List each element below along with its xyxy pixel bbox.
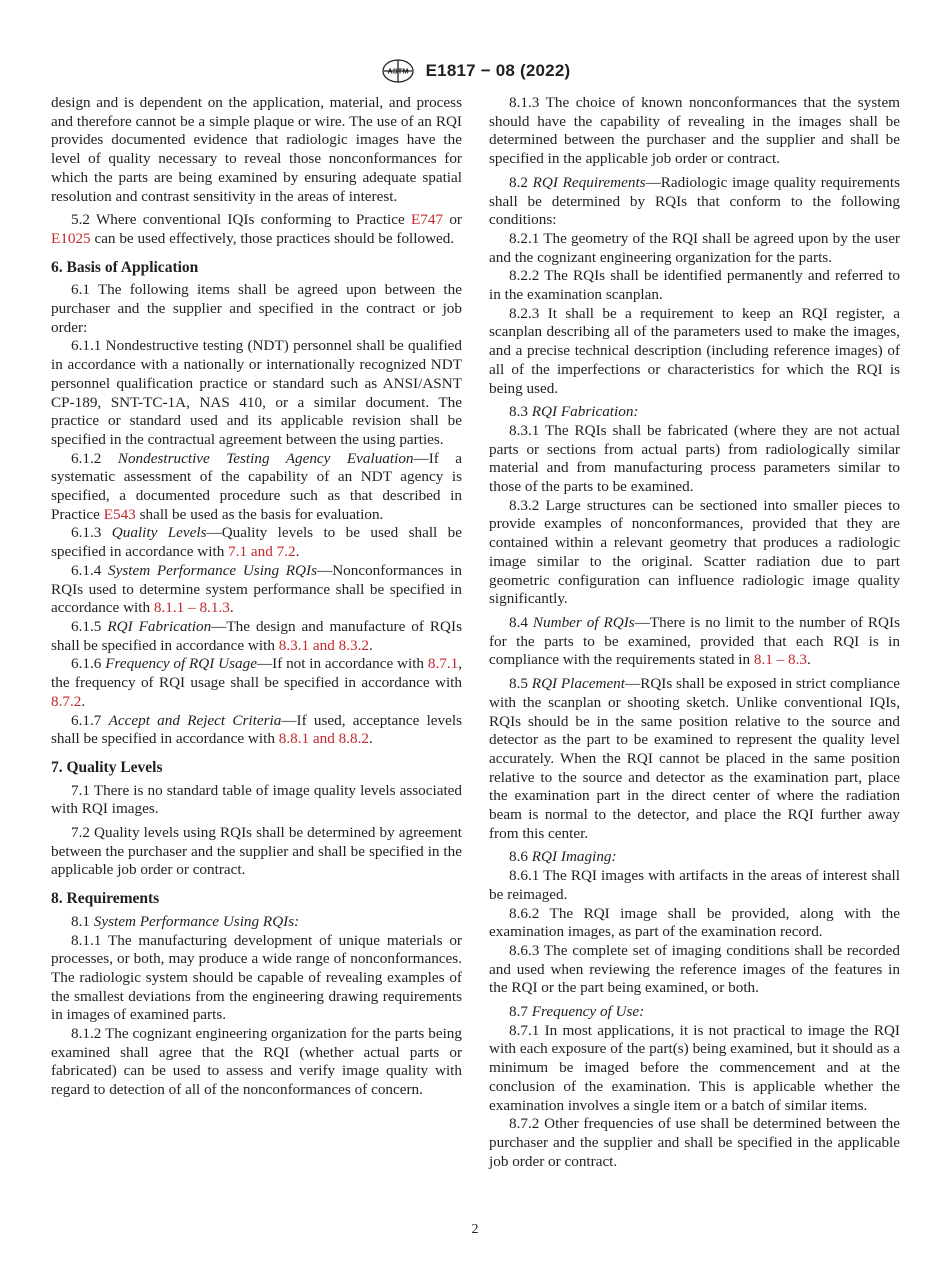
paragraph-6-1-5: 6.1.5 RQI Fabrication—The design and manufacture of RQIs shall be specified in accordance with 8.3.1 and 8.3.2.	[51, 617, 462, 654]
paragraph-8-2: 8.2 RQI Requirements—Radiologic image quality requirements shall be determined by RQIs that conform to the following conditions:	[489, 173, 900, 229]
paragraph-8-4: 8.4 Number of RQIs—There is no limit to the number of RQIs for the parts to be examined, provided that each RQI is in compliance with the requirements stated in 8.1 – 8.3.	[489, 613, 900, 669]
section-7-heading: 7. Quality Levels	[51, 758, 163, 776]
paragraph-6-1-1: 6.1.1 Nondestructive testing (NDT) personnel shall be qualified in accordance with a nationally or internationally recognized NDT personnel qualification practice or standard such as ANSI/ASNT CP-189, SNT-TC-1A, NAS 410, or a similar document. The practice or standard used and its applicable revision shall be specified in the contractual agreement between the using parties.	[51, 337, 462, 448]
paragraph-7-1: 7.1 There is no standard table of image quality levels associated with RQI images.	[51, 781, 462, 818]
paragraph-8-6: 8.6 RQI Imaging:	[509, 848, 617, 866]
section-8-heading: 8. Requirements	[51, 890, 160, 908]
paragraph-6-1-6: 6.1.6 Frequency of RQI Usage—If not in accordance with 8.7.1, the frequency of RQI usage shall be specified in accordance with 8.7.2.	[51, 655, 463, 710]
paragraph-8-6-3: 8.6.3 The complete set of imaging conditions shall be recorded and used when reviewing the reference images of the features in the RQI or the part being examined, or both.	[489, 941, 900, 997]
paragraph-8-1-1: 8.1.1 The manufacturing development of unique materials or processes, or both, may produce a wide range of nonconformances. The radiologic system should be capable of revealing examples of the smallest deviations from the engineering drawing requirements in images of examined parts.	[51, 931, 462, 1024]
paragraph-6-1-2: 6.1.2 Nondestructive Testing Agency Evaluation—If a systematic assessment of the capability of an NDT agency is specified, a documented procedure such as that described in Practice E543 shall be used as the basis for evaluation.	[51, 449, 463, 523]
paragraph-6-1-7: 6.1.7 Accept and Reject Criteria—If used, acceptance levels shall be specified in accordance with 8.8.1 and 8.8.2.	[51, 711, 463, 748]
paragraph-8-5: 8.5 RQI Placement—RQIs shall be exposed in strict compliance with the scanplan or shooting sketch. Unlike conventional IQIs, RQIs should be in the same position relative to the source and detector as the part to be examined to represent the quality level accurately. When the RQI cannot be placed in the same position relative to the source and detector as the examination part, place the examination part in the direct center of where the radiation beam is normal to the detector, and place the RQI further away from this center.	[489, 675, 901, 842]
paragraph-7-2: 7.2 Quality levels using RQIs shall be determined by agreement between the purchaser and the supplier and shall be specified in the applicable job order or contract.	[51, 824, 462, 879]
paragraph-8-2-3: 8.2.3 It shall be a requirement to keep an RQI register, a scanplan describing all of the parameters used to make the images, and a precise technical description (including reference images) of all of the imperfections or characteristics for which the RQI is being used.	[489, 304, 900, 397]
paragraph-8-7-2: 8.7.2 Other frequencies of use shall be determined between the purchaser and the supplier and shall be specified in the applicable job order or contract.	[489, 1115, 900, 1170]
page-number: 2	[471, 1222, 479, 1237]
astm-logo-icon	[380, 58, 416, 84]
link-8-7-2[interactable]: 8.7.2	[51, 692, 82, 710]
link-7-1-7-2[interactable]: 7.1 and 7.2	[228, 543, 296, 561]
paragraph-6-1: 6.1 The following items shall be agreed upon between the purchaser and the supplier and specified in the contract or job order:	[51, 281, 462, 336]
right-column	[489, 94, 900, 1171]
paragraph-8-1: 8.1 System Performance Using RQIs:	[71, 912, 300, 930]
paragraph-6-1-4: 6.1.4 System Performance Using RQIs—Nonconformances in RQIs used to determine system performance shall be specified in accordance with 8.1.1 – 8.1.3.	[51, 561, 462, 617]
link-8-1-1-8-1-3[interactable]: 8.1.1 – 8.1.3	[153, 599, 230, 617]
link-e747[interactable]: E747	[411, 211, 444, 229]
paragraph-8-7-1: 8.7.1 In most applications, it is not practical to image the RQI with each exposure of the part(s) being examined, but it should as a minimum be imaged before the commencement and at the conclusion of the examination. This is applicable whether the examination involves a single item or a batch of similar items.	[489, 1021, 900, 1114]
paragraph-8-7: 8.7 Frequency of Use:	[509, 1003, 645, 1021]
link-e1025[interactable]: E1025	[51, 229, 91, 247]
page-header	[0, 56, 950, 86]
paragraph-6-1-3: 6.1.3 Quality Levels—Quality levels to be used shall be specified in accordance with 7.1 and 7.2.	[51, 524, 462, 561]
paragraph-8-1-3: 8.1.3 The choice of known nonconformances that the system should have the capability of revealing in the images shall be determined between the purchaser and the supplier and shall be specified in the applicable job order or contract.	[489, 94, 900, 168]
svg-text:ASTM: ASTM	[387, 66, 409, 76]
paragraph-8-2-1: 8.2.1 The geometry of the RQI shall be agreed upon by the user and the cognizant engineering organization for the parts.	[489, 229, 900, 266]
link-8-8-1-8-8-2[interactable]: 8.8.1 and 8.8.2	[278, 730, 369, 748]
paragraph-5-1-continued: design and is dependent on the application, material, and process and therefore cannot be a simple plaque or wire. The use of an RQI provides documented evidence that radiologic images have the level of quality necessary to reveal those nonconformances for which the parts are being examined by ensuring adequate spatial resolution and contrast sensitivity in the areas of interest.	[51, 94, 462, 205]
paragraph-8-3-1: 8.3.1 The RQIs shall be fabricated (where they are not actual parts or sections from actual parts) from radiologically similar material and from manufacturing process parameters similar to those of the parts to be examined.	[489, 421, 900, 496]
paragraph-8-6-1: 8.6.1 The RQI images with artifacts in the areas of interest shall be reimaged.	[489, 867, 900, 903]
link-8-1-8-3[interactable]: 8.1 – 8.3	[753, 651, 808, 669]
document-designation: E1817 − 08 (2022)	[425, 61, 571, 80]
paragraph-8-2-2: 8.2.2 The RQIs shall be identified permanently and referred to in the examination scanplan.	[489, 267, 900, 304]
link-8-3-1-8-3-2[interactable]: 8.3.1 and 8.3.2	[278, 636, 369, 654]
paragraph-8-3: 8.3 RQI Fabrication:	[509, 403, 639, 421]
link-e543[interactable]: E543	[103, 505, 136, 523]
paragraph-8-6-2: 8.6.2 The RQI image shall be provided, along with the examination images, as part of the examination record.	[489, 904, 900, 941]
link-8-7-1[interactable]: 8.7.1	[427, 655, 459, 673]
paragraph-8-1-2: 8.1.2 The cognizant engineering organization for the parts being examined shall agree that the RQI (whether actual parts or fabricated) can be used to assess and verify image quality with regard to detection of all of the nonconformances of concern.	[51, 1025, 462, 1099]
paragraph-5-2: 5.2 Where conventional IQIs conforming to Practice E747 or E1025 can be used effectively, those practices should be followed.	[51, 211, 462, 247]
left-column	[51, 94, 462, 1100]
section-6-heading: 6. Basis of Application	[51, 258, 199, 276]
paragraph-8-3-2: 8.3.2 Large structures can be sectioned into smaller pieces to provide examples of nonconformances, provided that they are contained within a relevant geometry that produces a radiologic image similar to the original. Scatter radiation due to part geometric configuration can influence radiologic image quality significantly.	[489, 496, 900, 608]
